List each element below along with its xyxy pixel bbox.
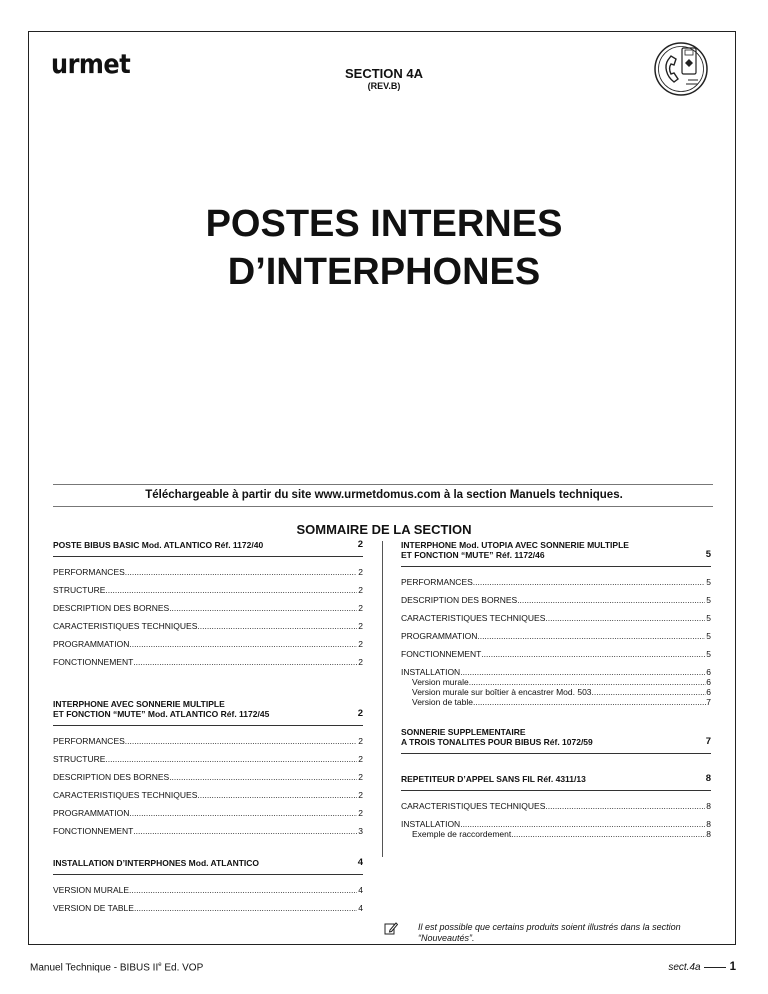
toc-section-page: 2 — [357, 539, 363, 550]
toc-entry[interactable]: CARACTERISTIQUES TECHNIQUES ..... 2 — [53, 621, 363, 631]
toc-entry[interactable]: STRUCTURE ..... 2 — [53, 585, 363, 595]
section-title: SECTION 4A — [344, 66, 423, 81]
toc-entry[interactable]: VERSION DE TABLE ..... 4 — [53, 903, 363, 913]
toc-section-page: 2 — [357, 708, 363, 719]
document-title — [0, 200, 768, 296]
toc-section-title: SONNERIE SUPPLEMENTAIRE A TROIS TONALITES POUR BIBUS Réf. 1072/59 — [401, 727, 593, 747]
urmet-logo: urmet — [51, 49, 131, 80]
toc-subentry[interactable]: Version murale sur boîtier à encastrer Mod. 503 ..... 6 — [401, 687, 711, 697]
toc-entry[interactable]: PERFORMANCES ..... 5 — [401, 577, 711, 587]
toc-entry[interactable]: FONCTIONNEMENT ..... 2 — [53, 657, 363, 667]
toc-entry[interactable]: CARACTERISTIQUES TECHNIQUES ..... 8 — [401, 801, 711, 811]
footer-manual-label: Manuel Technique - BIBUS IIe Ed. VOP — [30, 962, 204, 974]
toc-entry[interactable]: PERFORMANCES ..... 2 — [53, 736, 363, 746]
toc-entry[interactable]: PROGRAMMATION ..... 2 — [53, 639, 363, 649]
toc-section — [401, 540, 711, 567]
footer-page-info — [668, 961, 736, 973]
toc-entry[interactable]: VERSION MURALE ..... 4 — [53, 885, 363, 895]
toc-section-page: 8 — [705, 773, 711, 784]
toc-subentry[interactable]: Exemple de raccordement ..... 8 — [401, 829, 711, 839]
toc-section — [53, 540, 363, 557]
toc-entry[interactable]: STRUCTURE ..... 2 — [53, 754, 363, 764]
footer-rule — [704, 967, 726, 968]
toc-entry[interactable]: DESCRIPTION DES BORNES ..... 5 — [401, 595, 711, 605]
toc-entry[interactable]: PROGRAMMATION ..... 5 — [401, 631, 711, 641]
title-line-1: POSTES INTERNES — [205, 203, 563, 245]
toc-entry[interactable]: PERFORMANCES ..... 2 — [53, 567, 363, 577]
toc-left-column — [53, 540, 363, 921]
toc-entry[interactable]: CARACTERISTIQUES TECHNIQUES ..... 5 — [401, 613, 711, 623]
toc-section-title: INSTALLATION D’INTERPHONES Mod. ATLANTICO — [53, 858, 260, 868]
footer-section: sect.4a — [668, 962, 701, 973]
toc-entry[interactable]: INSTALLATION ..... 8 — [401, 819, 711, 829]
note-pencil-icon — [384, 921, 398, 935]
page-number: 1 — [729, 961, 736, 973]
intercom-seal-icon — [652, 40, 710, 98]
toc-entry[interactable]: PROGRAMMATION ..... 2 — [53, 808, 363, 818]
note-text: Il est possible que certains produits soient illustrés dans la section “Nouveautés”. — [418, 922, 681, 943]
toc-section — [401, 774, 711, 791]
toc-section-page: 4 — [357, 857, 363, 868]
toc-section — [53, 858, 363, 875]
toc-entry[interactable]: DESCRIPTION DES BORNES ..... 2 — [53, 603, 363, 613]
toc-section-title: INTERPHONE AVEC SONNERIE MULTIPLE ET FONCTION “MUTE” Mod. ATLANTICO Réf. 1172/45 — [53, 699, 270, 719]
title-line-2: D’INTERPHONES — [227, 251, 541, 293]
section-revision: (REV.B) — [367, 81, 401, 91]
column-divider — [382, 541, 383, 857]
toc-section-title: POSTE BIBUS BASIC Mod. ATLANTICO Réf. 1172/40 — [53, 540, 264, 550]
toc-subentry[interactable]: Version murale ..... 6 — [401, 677, 711, 687]
toc-entry[interactable]: FONCTIONNEMENT ..... 5 — [401, 649, 711, 659]
toc-section-page: 5 — [705, 549, 711, 560]
divider-top — [53, 484, 713, 485]
toc-heading: SOMMAIRE DE LA SECTION — [296, 522, 472, 537]
toc-entry[interactable]: CARACTERISTIQUES TECHNIQUES ..... 2 — [53, 790, 363, 800]
toc-section — [53, 699, 363, 726]
toc-entry[interactable]: INSTALLATION ..... 6 — [401, 667, 711, 677]
toc-entry[interactable]: FONCTIONNEMENT ..... 3 — [53, 826, 363, 836]
divider-bottom — [53, 506, 713, 507]
toc-section-page: 7 — [705, 736, 711, 747]
download-note: Téléchargeable à partir du site www.urmetdomus.com à la section Manuels techniques. — [145, 489, 623, 501]
toc-section-title: INTERPHONE Mod. UTOPIA AVEC SONNERIE MULTIPLE ET FONCTION “MUTE” Réf. 1172/46 — [401, 540, 629, 560]
toc-entry[interactable]: DESCRIPTION DES BORNES ..... 2 — [53, 772, 363, 782]
toc-section-title: REPETITEUR D’APPEL SANS FIL Réf. 4311/13 — [401, 774, 586, 784]
toc-right-column — [401, 540, 711, 839]
toc-section — [401, 727, 711, 754]
toc-subentry[interactable]: Version de table ..... 7 — [401, 697, 711, 707]
